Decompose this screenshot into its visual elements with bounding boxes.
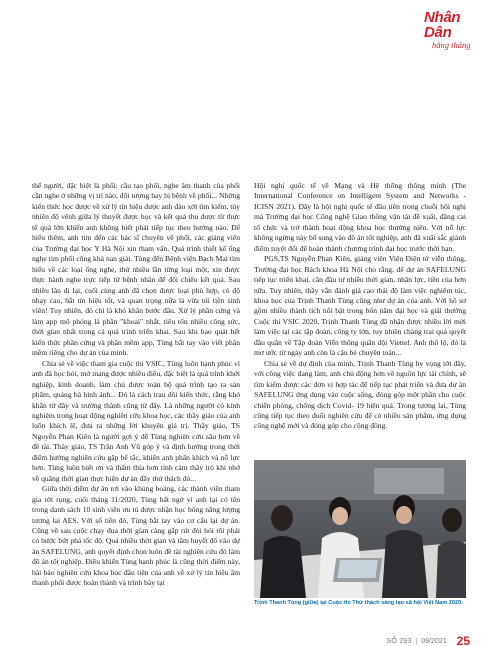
- paragraph: PGS,TS Nguyễn Phan Kiên, giảng viên Viện Điện tử viễn thông, Trường đại học Bách khoa Hà Nội cho rằng, để dự án SAFELUNG tiếp tục triển khai, cần đầu tư nhiều thời gian, nhân lực, tiền của hơn nữa. Tuy nhiên, thầy vẫn đánh giá cao thái độ làm việc nghiêm túc, khoa học của Trịnh Thanh Tùng cũng như dự án của anh. Với hồ sơ gồm nhiều thành tích nổi bật trong bốn năm đại học và giải thưởng Cuộc thi VSIC 2020, Trịnh Thanh Tùng đã nhận được nhiều lời mời làm việc tại các tập đoàn, công ty lớn, tuy nhiên chàng trai quả quyết đầu quân về Tập đoàn Viễn thông quân đội Viettel. Anh thổ lộ, đó là mơ ước từ ngày anh còn là cậu bé chuyên toán...: [254, 254, 466, 358]
- issue-number: SỐ 293: [386, 637, 412, 645]
- publication-logo: [424, 10, 486, 56]
- article-right-column: [254, 181, 466, 432]
- logo-subtitle: hằng tháng: [432, 40, 471, 50]
- page-number: 25: [456, 634, 470, 646]
- page-footer: [387, 634, 470, 646]
- issue-date: 09/2021: [421, 637, 447, 645]
- paragraph: Giữa thời điểm dự án rơi vào khủng hoảng, các thành viên tham gia rời rụng, cuối tháng 11/2020, Tùng bất ngờ vì anh lại có tên trong danh sách 10 sinh viên ưu tú được nhận học bổng năng lượng tương lai AES. Với số tiền đó, Tùng bắt tay vào cơ cấu lại dự án. Cũng về sau cuộc chạy đua thời gian càng gấp rút đòi hỏi tôi phải có bước bứt phá tốc độ. Quá nhiều thời gian và tâm huyết đổ vào dự án SAFELUNG, anh quyết định chọn luôn đề tài nghiên cứu đó làm đồ án tốt nghiệp. Điều khiến Tùng hạnh phúc là cũng thời điểm này, bài báo nghiên cứu khoa học đầu tiên của anh về xử lý tín hiệu âm thanh phổi được hoàn thành và trình bày tại: [32, 484, 240, 588]
- logo-brand: Nhân Dân: [424, 9, 461, 41]
- article-photo: [254, 460, 466, 598]
- photo-illustration: [254, 460, 466, 598]
- paragraph: Hội nghị quốc tế về Mạng và Hệ thống thông minh (The International Conference on Intelligent System and Networks - ICISN 2021). Đây là hội nghị quốc tế đầu tiên trong chuỗi hội nghị mà Trường đại học Công nghệ Giao thông vận tải đề xuất, đăng cai tổ chức và trở thành hoạt động khoa học thường niên. Với nỗ lực không ngừng này bổ sung vào đồ án tốt nghiệp, anh đã xuất sắc giành điểm tuyệt đối để hoàn thành chương trình đại học trước thời hạn.: [254, 181, 466, 253]
- photo-caption: Trịnh Thanh Tùng (giữa) tại Cuộc thi Thử thách sáng tạo xã hội Việt Nam 2020.: [254, 600, 463, 606]
- paragraph: Chia sẻ về dự định của mình, Trịnh Thanh Tùng hy vọng tới đây, với công việc đang làm, anh chủ động hơn về nguồn lực tài chính, sẽ tìm kiếm được các đơn vị hợp tác để tiếp tục phát triển và đưa dự án SAFELUNG ứng dụng vào cuộc sống, đóng góp một phần cho cuộc chiến phòng, chống dịch Covid- 19 hiện quá. Trong tương lai, Tùng cũng tiếp tục theo đuổi nghiên cứu để có nhiều sản phẩm, ứng dụng công nghệ mới và đóng góp cho cộng đồng.: [254, 358, 466, 431]
- paragraph: thể người, đặc biệt là phối: cầu tạo phối, nghe âm thanh của phối cần nghe ở những vị trí nào, đối tượng hay bị bệnh về phối... Những kiến thức học được về xử lý tín hiệu được anh đào xới tìm kiếm, tùy nhiên độ vênh giữa lý thuyết được học và kết quả thu được từ thực tế quá lớn khiến anh không biết phải tiếp tục theo hướng nào. Để hiểu thêm, anh tìm đến các bác sĩ chuyên về phổi, các giảng viên của Trường đại học Y Hà Nội xin tham vấn. Quá trình thiết kế ống nghe tim phổi cũng khá nan giải. Tùng đến Bệnh viện Bạch Mai tìm hiểu về các loại ống nghe, thử nhiều lần từng loại một, xin được thực hành nghe trực tiếp từ bệnh nhân để đối chiếu kết quả. Sau nhiều lần đi lại, cuối cùng anh đã chọn được loại phù hợp, có độ nhạy cao, bắt tín hiệu tốt, và quan trọng nữa là vừa túi tiền sinh viên! Tuy nhiên, đó chỉ là khó khăn bước đầu. Xử lý phần cứng và làm app mô phỏng là phần "khoai" nhất, tiêu tốn nhiều công sức, thời gian nhất trong cả quá trình triển khai. Sau khi bao quát hết kiến thức phần cứng và phần mềm app, Tùng bắt tay vào viết phần mềm riêng cho dự án của mình.: [32, 181, 240, 358]
- footer-separator: |: [415, 637, 418, 645]
- paragraph: Chia sẻ về việc tham gia cuộc thi VSIC, Tùng luôn hạnh phúc vì anh đã học hỏi, mở mang được nhiều điều, đặc biệt là quá trình khởi nghiệp, kinh doanh, làm chủ được toàn bộ quá trình tạo ra sản phẩm, quảng bá hình ảnh... Đó là cách trau dồi kiến thức, rằng khó khăn từ đây và trường thành cũng từ đây. Là những người có kinh nghiệm trong hoạt động nghiên cứu khoa học, các thầy giáo của anh luôn khích lệ, đưa ra những lời khuyên giá trị. Thầy giáo, TS Nguyễn Phan Kiên là người gợi ý để Tùng nghiên cứu sâu hơn về đề tài. Thầy giáo, TS Trần Anh Vũ góp ý và định hướng trong thời điểm hướng nghiên cứu gặp bế tắc, khiến anh phấn khích và nỗ lực hơn. Tùng luôn biết ơn và thấm thía hơn tình cảm thầy trò khi nhớ về quãng thời gian thực hiện dự án đầy thử thách đó...: [32, 358, 240, 483]
- article-left-column: [32, 181, 240, 589]
